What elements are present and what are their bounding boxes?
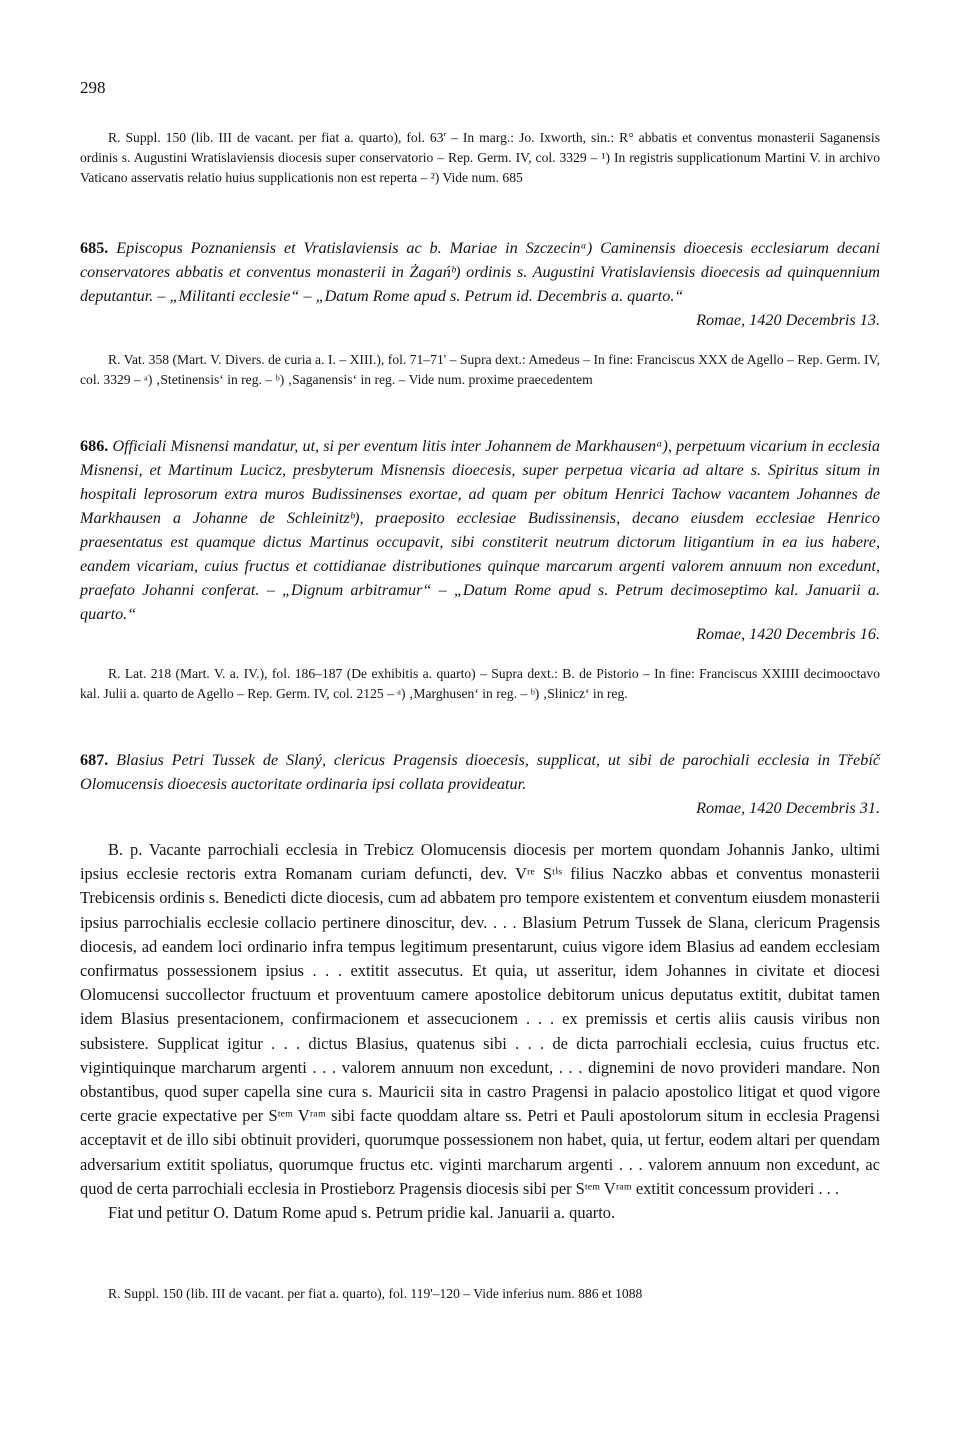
regest-687 [80, 748, 880, 796]
supplication-paragraph: B. p. Vacante parrochiali ecclesia in Trebicz Olomucensis diocesis per mortem quondam Johannis Janko, ultimi ipsius ecclesie rectoris extra Romanam curiam defuncti, dev. Vʳᵉ Sᵗⁱˢ filius Naczko abbas et conventus monasterii Trebicensis ordinis s. Benedicti dicte diocesis, cum ad abbatem pro tempore existentem et conventum eiusdem monasterii ipsius parrochialis ecclesie collacio pertinere dinoscitur, dev. . . . Blasium Petrum Tussek de Slana, clericum Pragensis diocesis, ad eandem loci ordinario infra tempus legitimum presentarunt, cuius vigore idem Blasius ad eandem ecclesiam confirmatus possessionem ipsius . . . extitit assecutus. Et quia, ut asseritur, idem Johannes in civitate et diocesi Olomucensi succollector fructuum et proventuum camere apostolice debitorum unicus deputatus extitit, dubitat tamen idem Blasius presentacionem, confirmacionem et assecucionem . . . ex premissis et certis aliis causis viribus non subsistere. Supplicat igitur . . . dictus Blasius, quatenus sibi . . . de dicta parrochiali ecclesia, cuius fructus etc. vigintiquinque marcharum argenti . . . valorem annuum non excedunt, . . . dignemini de novo provideri mandare. Non obstantibus, quod super capella sine cura s. Mauricii sita in castro Pragensi in palacio apostolico litigat et quod vigore certe gracie expectative per Sᵗᵉᵐ Vʳᵃᵐ sibi facte quoddam altare ss. Petri et Pauli apostolorum situm in ecclesia Pragensi acceptavit et de illo sibi obtinuit provideri, quorumque possessionem non habet, quia, ut fertur, eodem altari per quendam adversarium extitit spoliatus, quorumque fructus etc. viginti marcharum argenti . . . valorem annuum non excedunt, ac quod de certa parrochiali ecclesia in Prostieborz Pragensis diocesis sibi per Sᵗᵉᵐ Vʳᵃᵐ extitit concessum provideri . . . [80, 840, 880, 1198]
footnote-684: R. Suppl. 150 (lib. III de vacant. per fiat a. quarto), fol. 63' – In marg.: Jo. Ixworth, sin.: R° abbatis et conventus monasterii Saganensis ordinis s. Augustini Wratislaviensis diocesis super conservatorio – Rep. Germ. IV, col. 3329 – ¹) In registris supplicationum Martini V. in archivo Vaticano asservatis relatio huius supplicationis non est reperta – ²) Vide num. 685 [80, 130, 880, 185]
footnote-687: R. Suppl. 150 (lib. III de vacant. per fiat a. quarto), fol. 119'–120 – Vide inferius num. 886 et 1088 [108, 1286, 643, 1301]
regest-text: Officiali Misnensi mandatur, ut, si per eventum litis inter Johannem de Markhausenᵃ), perpetuum vicarium in ecclesia Misnensi, et Martinum Lucicz, presbyterum Misnensis dioecesis, super perpetua vicaria ad altare s. Spiritus situm in hospitali leprosorum extra muros Budissinenses exortae, ad quam per obitum Henrici Tachow vacantem Johannes de Markhausen a Johanne de Schleinitzᵇ), praeposito ecclesiae Budissinensis, decano eiusdem ecclesiae Henrico praesentatus est quamque dictus Martinus occupavit, sibi constiterit neutrum dictorum litigantium in ea ius habere, eandem vicariam, cuius fructus et cottidianae distributiones quinque marcarum argenti valorem annuum non excedunt, praefato Johanni conferat. – „Dignum arbitramur“ – „Datum Rome apud s. Petrum decimoseptimo kal. Januarii a. quarto.“ [80, 437, 880, 623]
footnote-685: R. Vat. 358 (Mart. V. Divers. de curia a. I. – XIII.), fol. 71–71' – Supra dext.: Amedeus – In fine: Franciscus XXX de Agello – Rep. Germ. IV, col. 3329 – ᵃ) ‚Stetinensis‘ in reg. – ᵇ) ‚Saganensis‘ in reg. – Vide num. proxime praecedentem [80, 352, 880, 387]
regest-text: Episcopus Poznaniensis et Vratislaviensis ac b. Mariae in Szczecinᵃ) Caminensis dioecesis ecclesiarum decani conservatores abbatis et conventus monasterii in Żagańᵇ) ordinis s. Augustini Vratislaviensis dioecesis ad quinquennium deputantur. – „Militanti ecclesie“ – „Datum Rome apud s. Petrum id. Decembris a. quarto.“ [80, 239, 880, 305]
supplication-closing: Fiat und petitur O. Datum Rome apud s. Petrum pridie kal. Januarii a. quarto. [108, 1203, 616, 1223]
regest-685 [80, 236, 880, 308]
regest-686 [80, 434, 880, 626]
date-686: Romae, 1420 Decembris 16. [696, 625, 880, 643]
date-687: Romae, 1420 Decembris 31. [696, 799, 880, 817]
entry-number: 686. [80, 437, 109, 455]
footnote-686: R. Lat. 218 (Mart. V. a. IV.), fol. 186–187 (De exhibitis a. quarto) – Supra dext.: B. de Pistorio – In fine: Franciscus XXIIII decimooctavo kal. Julii a. quarto de Agello – Rep. Germ. IV, col. 2125 – ᵃ) ‚Marghusen‘ in reg. – ᵇ) ‚Slinicz‘ in reg. [80, 666, 880, 701]
date-685: Romae, 1420 Decembris 13. [696, 311, 880, 329]
supplication-text [80, 838, 880, 1225]
entry-number: 685. [80, 239, 109, 257]
regest-text: Blasius Petri Tussek de Slaný, clericus Pragensis dioecesis, supplicat, ut sibi de parochiali ecclesia in Třebíč Olomucensis dioecesis auctoritate ordinaria ipsi collata provideatur. [80, 751, 881, 793]
page-number: 298 [80, 78, 106, 97]
entry-number: 687. [80, 751, 109, 769]
